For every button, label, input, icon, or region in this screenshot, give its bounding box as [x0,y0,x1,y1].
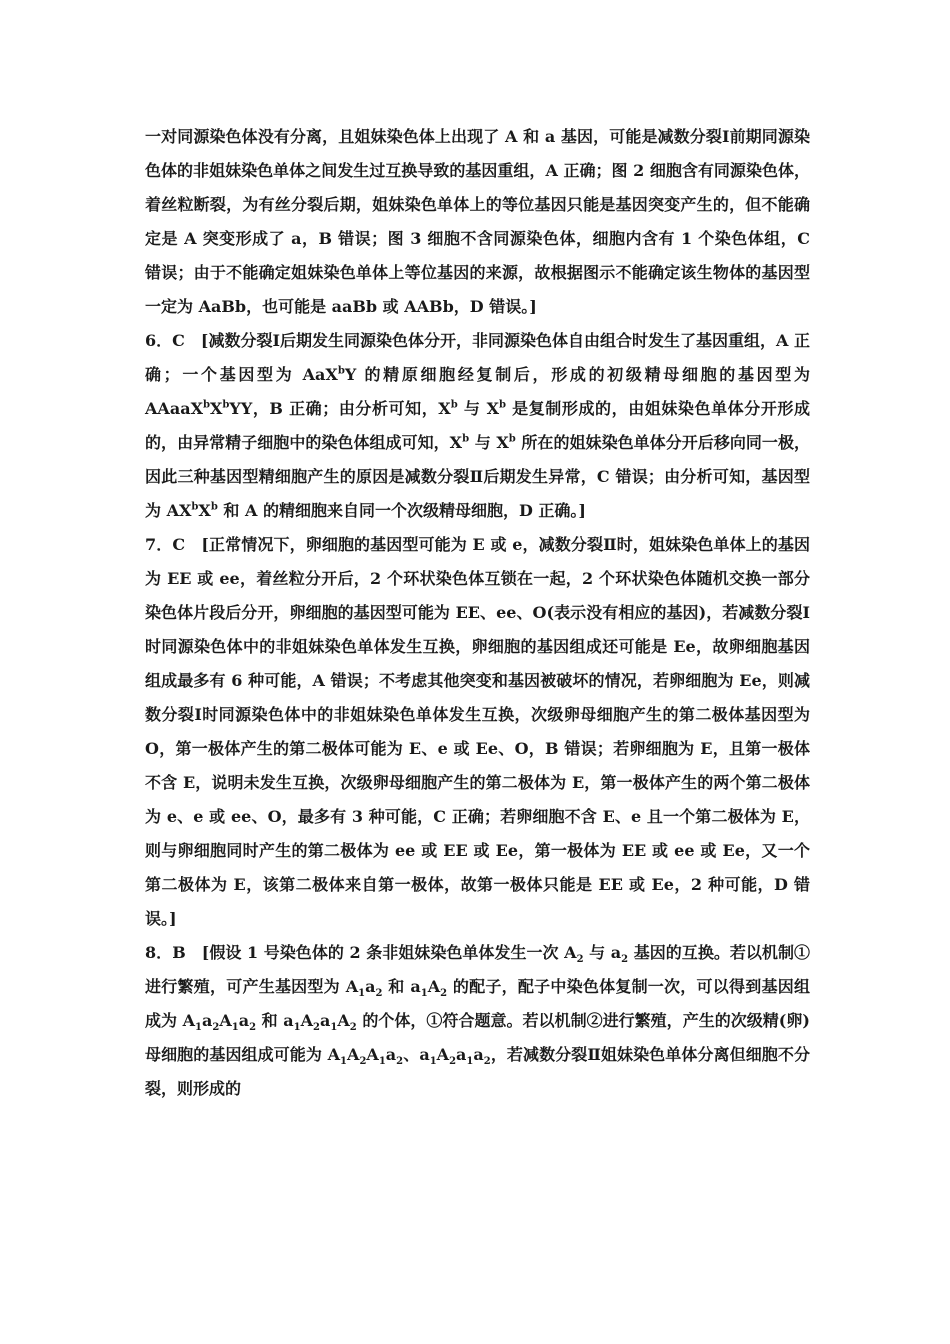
paragraph-text: 7．C [正常情况下，卵细胞的基因型可能为 E 或 e，减数分裂Ⅱ时，姐妹染色单体上的基因为 EE 或 ee，着丝粒分开后，2 个环状染色体互锁在一起，2 个环状染色体随机交换一部分染色体片段后分开，卵细胞的基因型可能为 EE、ee、O(表示没有相应的基因)，若减数分裂Ⅰ时同源染色体中的非姐妹染色单体发生互换，卵细胞的基因组成还可能是 Ee，故卵细胞基因组成最多有 6 种可能，A 错误；不考虑其他突变和基因被破坏的情况，若卵细胞为 Ee，则减数分裂Ⅰ时同源染色体中的非姐妹染色单体发生互换，次级卵母细胞产生的第二极体基因型为 O，第一极体产生的第二极体可能为 E、e 或 Ee、O，B 错误；若卵细胞为 E，且第一极体不含 E，说明未发生互换，次级卵母细胞产生的第二极体为 E，第一极体产生的两个第二极体为 e、e 或 ee、O，最多有 3 种可能，C 正确；若卵细胞不含 E、e 且一个第二极体为 E，则与卵细胞同时产生的第二极体为 ee 或 EE 或 Ee，第一极体为 EE 或 ee 或 Ee，又一个第二极体为 E，该第二极体来自第一极体，故第一极体只能是 EE 或 Ee，2 种可能，D 错误。] [145,535,810,928]
answer-paragraph-5-continued [145,120,810,324]
answer-paragraph-7 [145,528,810,936]
paragraph-text: 6．C [减数分裂Ⅰ后期发生同源染色体分开，非同源染色体自由组合时发生了基因重组，A 正确；一个基因型为 AaX$^b$Y 的精原细胞经复制后，形成的初级精母细胞的基因型为 $AAaaX^bX^bYY$，B 正确；由分析可知，$X^b$ 与 $X^b$ 是复制形成的，由姐妹染色单体分开形成的，由异常精子细胞中的染色体组成可知，$X^b$ 与 $X^b$ 所在的姐妹染色单体分开后移向同一极，因此三种基因型精细胞产生的原因是减数分裂Ⅱ后期发生异常，C 错误；由分析可知，基因型为 $AX^bX^b$ 和 A 的精细胞来自同一个次级精母细胞，D 正确。] [145,331,810,520]
document-page [145,120,810,1106]
answer-paragraph-8 [145,936,810,1106]
answer-paragraph-6 [145,324,810,528]
paragraph-text: 8．B [假设 1 号染色体的 2 条非姐妹染色单体发生一次 $A_2$ 与 $a_2$ 基因的互换。若以机制①进行繁殖，可产生基因型为 $A_1a_2$ 和 $a_1A_2$ 的配子，配子中染色体复制一次，可以得到基因组成为 $A_1a_2A_1a_2$ 和 $a_1A_2a_1A_2$ 的个体，①符合题意。若以机制②进行繁殖，产生的次级精(卵)母细胞的基因组成可能为 $A_1A_2A_1a_2$、$a_1A_2a_1a_2$，若减数分裂Ⅱ姐妹染色单体分离但细胞不分裂，则形成的 [145,943,810,1098]
paragraph-text: 一对同源染色体没有分离，且姐妹染色体上出现了 A 和 a 基因，可能是减数分裂Ⅰ前期同源染色体的非姐妹染色单体之间发生过互换导致的基因重组，A 正确；图 2 细胞含有同源染色体，着丝粒断裂，为有丝分裂后期，姐妹染色单体上的等位基因只能是基因突变产生的，但不能确定是 A 突变形成了 a，B 错误；图 3 细胞不含同源染色体，细胞内含有 1 个染色体组，C 错误；由于不能确定姐妹染色单体上等位基因的来源，故根据图示不能确定该生物体的基因型一定为 AaBb，也可能是 aaBb 或 AABb，D 错误。] [145,127,810,316]
